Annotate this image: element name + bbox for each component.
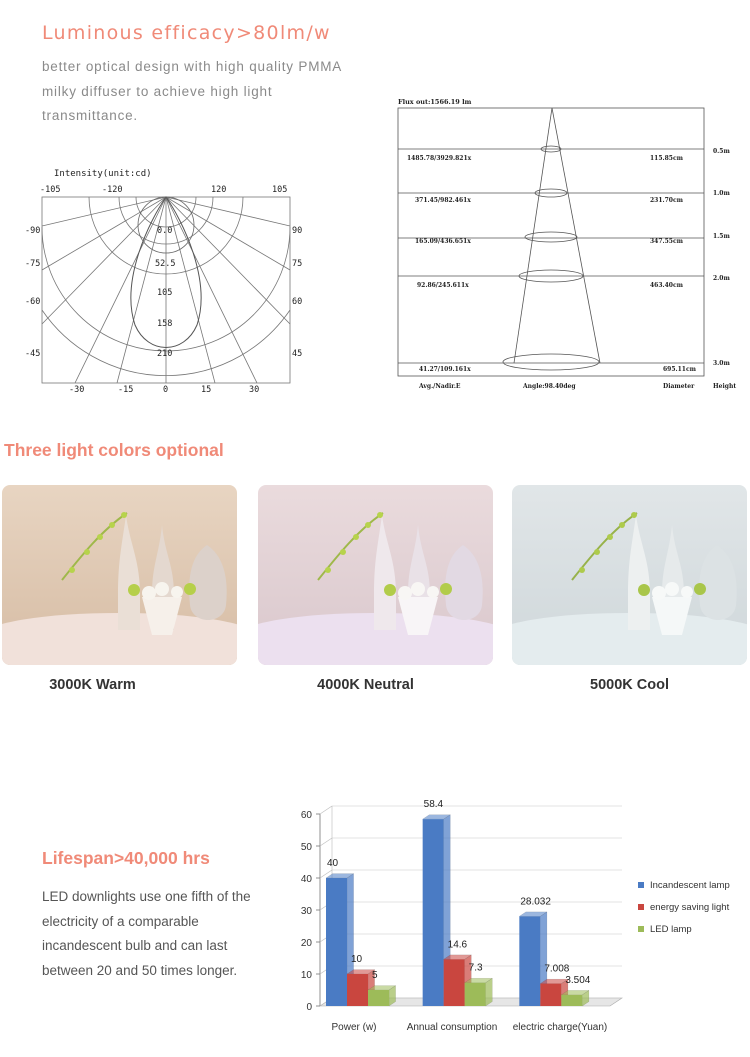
polar-bottom-label: 15 [201,385,212,395]
bar-side [486,978,493,1006]
bar-value-label: 3.504 [565,974,591,986]
legend-label: energy saving light [650,902,730,913]
legend-label: LED lamp [650,924,692,935]
y-tick-label: 60 [300,810,312,821]
polar-left-label: -90 [25,226,41,236]
y-tick-label: 50 [300,842,312,853]
cone-flux: Flux out:1566.19 lm [398,98,472,106]
cone-height: 3.0m [713,360,730,367]
y-tick-label: 10 [300,970,312,981]
bar [347,974,368,1006]
luminous-description: better optical design with high quality PMMA milky diffuser to achieve high light transmittance. [42,59,342,123]
polar-top-label: -120 [102,185,123,195]
cone-height: 2.0m [713,275,730,282]
polar-bottom-label: 30 [249,385,260,395]
polar-top-label: 120 [211,185,227,195]
polar-top-label: -105 [40,185,61,195]
cone-diameter: 347.55cm [650,238,683,245]
bar-value-label: 58.4 [423,799,444,811]
bar [540,984,561,1006]
cone-lux: 371.45/982.461x [415,197,471,204]
polar-ring-label: 210 [157,349,173,359]
lifespan-description: LED downlights use one fifth of the electricity of a comparable incandescent bulb and can last between 20 and 50 times longer. [42,889,251,978]
bar [368,990,389,1006]
cone-height: 1.0m [713,190,730,197]
y-tick-label: 40 [300,874,312,885]
bar [465,983,486,1006]
light-cone-diagram [390,92,745,397]
category-label: Annual consumption [406,1022,498,1033]
bar-value-label: 7.008 [544,963,570,975]
cone-diameter: 695.11cm [663,366,696,373]
polar-bottom-label: 0 [163,385,169,395]
legend-swatch [638,904,644,910]
cone-lux: 41.27/109.161x [419,366,471,373]
bar-value-label: 7.3 [468,962,483,974]
bar [444,959,465,1006]
energy-comparison-chart [270,790,750,1050]
category-label: Power (w) [331,1022,377,1033]
cone-lux: 92.86/245.611x [417,282,469,289]
polar-ring-label: 0.0 [157,226,173,236]
bar-value-label: 40 [327,858,339,869]
polar-title: Intensity(unit:cd) [54,169,152,179]
polar-left-label: -75 [25,259,41,269]
bar [519,916,540,1006]
cone-lux: 1485.78/3929.821x [407,155,472,162]
polar-intensity-diagram [0,160,320,400]
vase-scene-image [512,485,747,665]
bar [423,819,444,1006]
cone-footer-diameter: Diameter [663,383,695,390]
polar-left-label: -60 [25,297,41,307]
cone-lux: 165.09/436.651x [415,238,471,245]
caption-warm: 3000K Warm [49,677,136,693]
caption-cool: 5000K Cool [590,677,669,693]
colors-title: Three light colors optional [4,440,224,460]
polar-ring-label: 52.5 [155,259,176,269]
polar-bottom-label: -30 [69,385,85,395]
legend-swatch [638,882,644,888]
luminous-title: Luminous efficacy>80lm/w [42,22,331,44]
vase-scene-image [2,485,237,665]
chart-legend [638,880,730,935]
cone-footer-avg: Avg./Nadir.E [419,383,461,390]
category-label: electric charge(Yuan) [512,1022,608,1033]
bar-value-label: 5 [372,970,378,981]
cone-height: 0.5m [713,148,730,155]
legend-label: Incandescent lamp [650,880,730,891]
legend-swatch [638,926,644,932]
cone-diameter: 115.85cm [650,155,683,162]
chart-bars [326,815,589,1006]
cone-height: 1.5m [713,233,730,240]
bar-value-label: 28.032 [520,896,551,908]
photo-warm [2,485,237,665]
bar [326,878,347,1006]
bar-value-label: 14.6 [447,939,468,951]
y-tick-label: 20 [300,938,312,949]
grid-diagonal [320,838,332,846]
polar-right-label: 60 [292,297,303,307]
lifespan-title: Lifespan>40,000 hrs [42,848,210,868]
polar-left-label: -45 [25,349,41,359]
photo-cool [512,485,747,665]
polar-top-label: 105 [272,185,288,195]
polar-ring-label: 158 [157,319,173,329]
bar-value-label: 10 [351,954,363,965]
polar-right-label: 75 [292,259,303,269]
caption-neutral: 4000K Neutral [317,677,414,693]
vase-scene-image [258,485,493,665]
bar [561,995,582,1006]
grid-diagonal [320,806,332,814]
cone-diameter: 231.70cm [650,197,683,204]
y-tick-label: 0 [306,1002,312,1013]
cone-footer-angle: Angle:98.40deg [523,383,576,390]
y-tick-label: 30 [300,906,312,917]
cone-footer-height: Height [713,383,737,390]
polar-bottom-label: -15 [118,385,134,395]
polar-ring-label: 105 [157,288,173,298]
polar-right-label: 45 [292,349,303,359]
polar-right-label: 90 [292,226,303,236]
cone-diameter: 463.40cm [650,282,683,289]
photo-neutral [258,485,493,665]
